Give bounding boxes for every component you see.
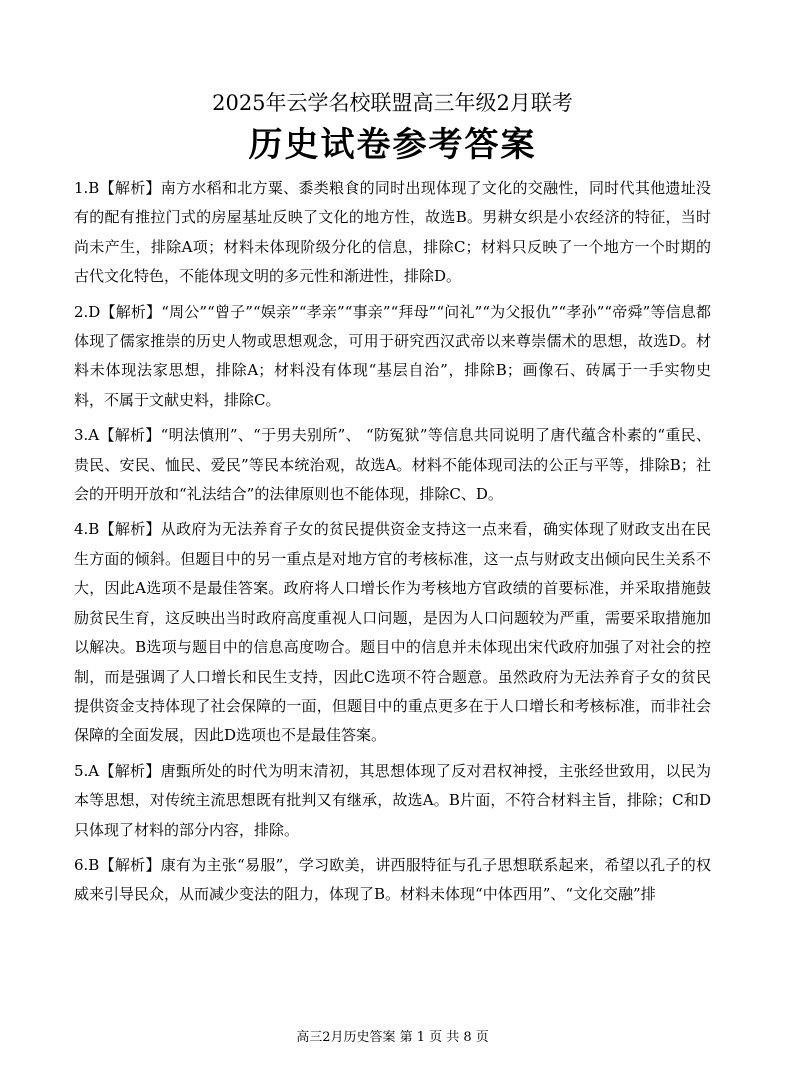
page-footer: 高三2月历史答案 第 1 页 共 8 页 (296, 1030, 489, 1045)
answer-item-5 (74, 757, 711, 845)
answer-text: 1.B【解析】南方水稻和北方粟、黍类粮食的同时出现体现了文化的交融性，同时代其他遗址没有的配有推拉门式的房屋基址反映了文化的地方性，故选B。男耕女织是小农经济的特征，当时尚未产生，排除A项；材料未体现阶级分化的信息，排除C；材料只反映了一个地方一个时期的古代文化特色，不能体现文明的多元性和渐进性，排除D。 (74, 179, 711, 286)
answer-item-2 (74, 298, 711, 416)
answer-text: 6.B【解析】康有为主张“易服”，学习欧美，讲西服特征与孔子思想联系起来，希望以孔子的权威来引导民众，从而减少变法的阻力，体现了B。材料未体现“中体西用”、“文化交融”排 (74, 855, 711, 904)
answer-item-4 (74, 515, 711, 750)
answer-item-3 (74, 421, 711, 509)
exam-subtitle: 2025年云学名校联盟高三年级2月联考 (212, 91, 573, 115)
answer-item-6 (74, 851, 711, 910)
answer-text: 4.B【解析】从政府为无法养育子女的贫民提供资金支持这一点来看，确实体现了财政支出在民生方面的倾斜。但题目中的另一重点是对地方官的考核标准，这一点与财政支出倾向民生关系不大，因此A选项不是最佳答案。政府将人口增长作为考核地方官政绩的首要标准，并采取措施鼓励贫民生育，这反映出当时政府高度重视人口问题，是因为人口问题较为严重，需要采取措施加以解决。B选项与题目中的信息高度吻合。题目中的信息并未体现出宋代政府加强了对社会的控制，而是强调了人口增长和民生支持，因此C选项不符合题意。虽然政府为无法养育子女的贫民提供资金支持体现了社会保障的一面，但题目中的重点更多在于人口增长和考核标准，而非社会保障的全面发展，因此D选项也不是最佳答案。 (74, 520, 711, 745)
answer-item-1 (74, 174, 711, 292)
page-title: 历史试卷参考答案 (248, 125, 537, 165)
answer-text: 5.A【解析】唐甄所处的时代为明末清初，其思想体现了反对君权神授，主张经世致用，以民为本等思想，对传统主流思想既有批判又有继承，故选A。B片面，不符合材料主旨，排除；C和D只体现了材料的部分内容，排除。 (74, 761, 711, 839)
answer-text: 3.A【解析】“明法慎刑”、“于男夫别所”、 “防冤狱”等信息共同说明了唐代蕴含朴素的“重民、贵民、安民、恤民、爱民”等民本统治观，故选A。材料不能体现司法的公正与平等，排除B；社会的开明开放和“礼法结合”的法律原则也不能体现，排除C、D。 (74, 426, 711, 504)
answer-text: 2.D【解析】“周公”“曾子”“娱亲”“孝亲”“事亲”“拜母”“问礼”“为父报仇”“孝孙”“帝舜”等信息都体现了儒家推崇的历史人物或思想观念，可用于研究西汉武帝以来尊崇儒术的思想，故选D。材料未体现法家思想，排除A；材料没有体现“基层自治”，排除B；画像石、砖属于一手实物史料，不属于文献史料，排除C。 (74, 302, 711, 409)
